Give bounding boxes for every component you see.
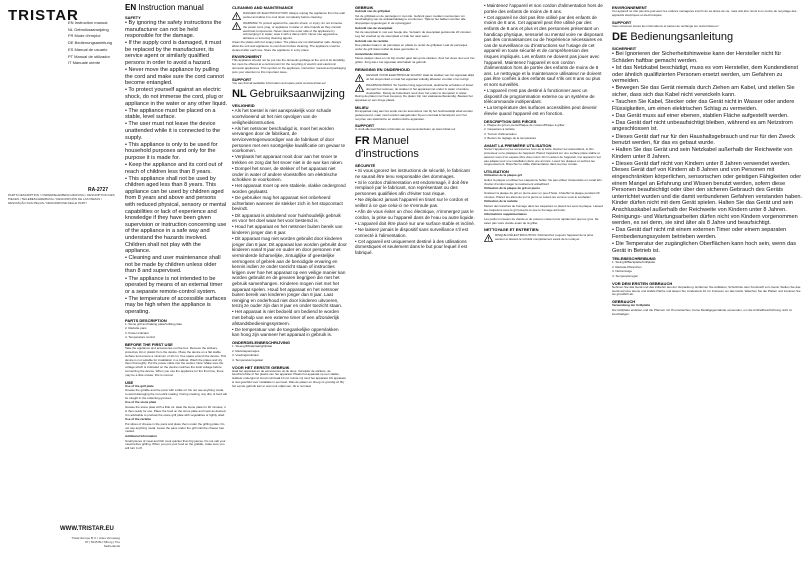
lang-code: EN: [125, 3, 137, 12]
paragraph: [612, 25, 802, 29]
heading: SÉCURITÉ: [355, 163, 376, 169]
tristar-logo: TRISTAR: [8, 7, 79, 24]
cover-column: [0, 0, 120, 575]
safety-item: • Bewegen Sie das Gerät niemals durch Ziehen am Kabel, und stellen Sie sicher, dass sich das Kabel nicht verwickeln kann.: [612, 85, 795, 98]
parts-list: [612, 261, 802, 279]
part-item: 1. Stone grill and baking plate/Grilling plate: [125, 321, 183, 326]
column-fr-de: [612, 3, 802, 571]
toc-item: ES Manual de usuario: [68, 46, 108, 52]
part-item: 4. Temperaturregler: [612, 273, 639, 278]
parts-description-note: PARTS DESCRIPTION / ONDERDELENBESCHRIJVING / DESCRIPTION DES PIECES / TEILEBESCHREIBUNG / DESCRIPCIÓN DE LAS PIEZAS / DESCRIÇÃO DAS PEÇAS / DESCRIZIONE DELLE PARTI: [8, 193, 115, 205]
subheading: Utilisation de la raclette: [484, 199, 518, 204]
paragraph: [355, 128, 475, 132]
subheading: Gebruik van de raclette: [355, 38, 389, 43]
heading: SICHERHEIT: [612, 46, 637, 52]
paragraph: [355, 95, 475, 103]
text: Haal het apparaat en de accessoires uit de doos. Verwijder de stickers, de beschermfolie of het plastic van het apparaat. Plaats het apparaat op een vlakke, stabiele ondergrond. Houd minimaal 10 cm ruimte vrij rond het apparaat. Dit apparaat is niet geschikt voor installatie in een kast. Was de platen en droog ze grondig af. Bij het eerste gebruik kan er wat rook vrijkomen; dit is normaal.: [232, 368, 346, 388]
safety-item: • Si vous ignorez les instructions de sécurité, le fabricant ne saurait être tenu responsable des dommages.: [355, 168, 470, 179]
heading: ONDERDELENBESCHRIJVING: [232, 340, 291, 346]
lang-code: DE: [612, 31, 628, 44]
text: Vet de grillplaat en de pannetjes in met olie. Gebruik geen metalen voorwerpen om beschadiging van de antiaanbaklaag te voorkomen. Tijdens het bakken worden alle druppeltjes opgevangen in de opvanggeul.: [355, 13, 466, 26]
safety-item: • Dit apparaat mag niet worden gebruikt door kinderen jonger dan 8 jaar. Dit apparaat kan worden gebruikt door kinderen vanaf 8 jaar en ouder en door personen met verminderde lichamelijke, zintuiglijke of geestelijke vermogens of gebrek aan de benodigde ervaring en kennis indien ze onder toezicht staan of instructies krijgen over hoe het apparaat op een veilige manier kan worden gebruikt en de gevaren begrijpen die met het gebruik samenhangen. Kinderen mogen niet met het apparaat spelen. Houd het apparaat en het netsnoer buiten bereik van kinderen jonger dan 8 jaar. Laat reiniging en onderhoud niet door kinderen uitvoeren, tenzij ze ouder zijn dan 8 jaar en onder toezicht staan.: [232, 236, 347, 309]
heading: VOR DEM ERSTEN GEBRAUCH: [612, 280, 673, 286]
heading: MILIEU: [355, 104, 369, 110]
toc-item: DE Bedienungsanleitung: [68, 40, 113, 46]
column-nl-fr: [355, 3, 475, 571]
part-item: 4. Bouton de réglage de la température: [484, 136, 537, 141]
heading: CLEANING AND MAINTENANCE: [232, 5, 294, 10]
safety-list: [612, 51, 802, 254]
safety-item: • La température des surfaces accessibles peut devenir élevée quand l'appareil est en fonction.: [484, 105, 597, 117]
safety-item: • Afin de vous éviter un choc électrique, n'immergez pas le cordon, la prise ou l'appareil dans de l'eau ou autre liquide.: [355, 209, 475, 220]
safety-list: [232, 108, 347, 338]
part-item: 3. Power indicator: [125, 330, 150, 335]
safety-item: • Het apparaat moet op een stabiele, vlakke ondergrond worden geplaatst.: [232, 183, 346, 195]
paragraph: [355, 110, 475, 121]
safety-item: • Bei Ignorieren der Sicherheitshinweise kann der Hersteller nicht für Schäden haftbar gemacht werden.: [612, 51, 782, 64]
paragraph: [125, 385, 227, 451]
text: DANGER OF ELECTROCUTION! Always unplug the appliance from the wall socket and allow it to cool down completely before cleaning.: [243, 11, 345, 19]
safety-item: • Dit apparaat is uitsluitend voor huishoudelijk gebruik en voor het doel waar het voor bestemd is.: [232, 212, 341, 224]
lang-code: NL: [232, 88, 247, 101]
text: Nehmen Sie das Gerät und das Zubehör aus der Verpackung. Entfernen Sie Aufkleber, Schutzfolie oder Kunststoff vom Gerät. Stellen Sie das Gerät auf eine ebene und stabile Fläche und lassen Sie mindestens 10 cm Freiraum um das Gerät. Waschen Sie die Platten und trocknen Sie sie gründlich ab.: [612, 284, 801, 297]
heading: SUPPORT: [232, 76, 252, 82]
safety-item: • Dieses Gerät darf nur für den Haushaltsgebrauch und nur für den Zweck benutzt werden, für das es gebaut wurde.: [612, 133, 795, 147]
toc-item: IT Manuale utente: [68, 60, 101, 66]
paragraph: [484, 148, 604, 167]
safety-item: • L'appareil n'est pas destiné à fonctionner avec un dispositif de programmation externe ou un système de télécommande indépendant.: [484, 88, 595, 105]
paragraph: [232, 370, 347, 389]
text: Put slices of cheese in the pans and place them under the grilling plate. Do not use anything metal. Leave the pans under the grill until the cheese has melted.: [125, 421, 225, 434]
safety-item: • De gebruiker mag het apparaat niet onbeheerd achterlaten wanneer de stekker zich in het stopcontact bevindt.: [232, 195, 343, 212]
text: Vet de steenplaat in met een beetje olie. Verwarm de steenplaat gedurende 20 minuten. Leg het voedsel op de steenplaat en bak het naar wens.: [355, 30, 472, 39]
paragraph: [612, 304, 802, 316]
warning-icon: [232, 12, 241, 20]
heading: GEBRUIK: [355, 5, 374, 10]
paragraph: [232, 82, 347, 86]
text: Take the appliance and accessories out the box. Remove the stickers, protective foil or plastic from the device. Place the device on a flat stable surface and ensure a minimum of 10 cm. free space around the device. This device is not suitable for installation in a cabinet. Wash the plates and dry them thoroughly. Put the power cable into the socket. Note: Make sure the voltage which is indicated on the device matches the local voltage before connecting the device. When you use the appliance for the first time, there may be a little smoke; this is normal.: [125, 346, 227, 377]
text: Small pieces of meat and fish cook quicker than big pieces. Do not salt your meat before grilling. When you put your food on the griddle, make sure you will turn it off.: [125, 438, 226, 451]
text: Doe plakken kaas in de pannetjes en plaats ze onder de grillplaat. Laat de pannetjes onder de grill staan totdat de kaas gesmolten is.: [355, 43, 468, 52]
text: Mettez des tranches de fromage dans les caquelons et placez-les sous la plaque. Laissez les caquelons sous le gril jusqu'à ce que le fromage ait fondu.: [484, 203, 604, 212]
paragraph: [232, 41, 347, 52]
safety-item: • Halten Sie das Gerät und sein Netzkabel außerhalb der Reichweite von Kindern unter 8 Jahren.: [612, 147, 793, 160]
text: Grease the griddle and the pans with a little oil. Do not use anything metal, to avoid damaging the non-stick coating. During cooking, any drip of food will be caught in the collecting grooves.: [125, 388, 227, 400]
lang-title: Manuel d'instructions: [355, 135, 419, 161]
subheading: Gebruik van de grillplaat: [355, 9, 391, 13]
safety-item: • Ne déplacez jamais l'appareil en tirant sur le cordon et veillez à ce que celui-ci ne s'enroule pas.: [355, 197, 469, 208]
lang-code: FR: [355, 135, 370, 148]
parts-list: [125, 323, 227, 341]
subheading: Utilisation de la plaque de gril en pierre: [484, 186, 541, 191]
safety-item: • The appliance must be placed on a stable, level surface.: [125, 107, 216, 121]
heading: AVANT LA PREMIÈRE UTILISATION: [484, 143, 552, 149]
text: WAARSCHUWING! Ter bescherming tegen brand, elektrische schokken of letsel: dompel het netsnoer, de stekker of het apparaat niet onder in water of andere vloeistoffen. Reinig de buitenkant nooit door het onder te dompelen in water.: [366, 82, 474, 95]
language-index: [68, 20, 120, 67]
column-en-nl: [232, 3, 347, 571]
safety-item: • Als het toestel is niet aansprakelijk voor schade voortvloeiend uit het niet opvolgen van de veiligheidsinstructies.: [232, 108, 332, 125]
safety-item: • Keep the appliance and its cord out of reach of children less than 8 years.: [125, 161, 223, 175]
text: Kleine stukjes vlees en vis zijn sneller gaar dan grote stukken. Zout het vlees niet voor het grillen. Zorg dat u het apparaat uitschakelt na gebruik.: [355, 56, 475, 65]
part-item: 1. Plaque de gril en pierre/Plaque de cuisson/Plaque à griller: [484, 122, 565, 127]
heading: VOOR HET EERSTE GEBRUIK: [232, 364, 290, 370]
subheading: Use of the stone plate: [125, 400, 157, 405]
text: Cet appareil ne doit pas être jeté avec les ordures ménagères à la fin de sa durée de vie, mais doit être remis à un centre de recyclage des appareils électriques et électroniques.: [612, 9, 797, 17]
warning-icon: [484, 234, 493, 242]
text: Dit apparaat mag aan het einde van de levensduur niet bij het huishoudelijk afval worden gedeponeerd, maar moet worden aangeboden bij een centraal inzamelpunt voor het recyclen van elektrische en elektronische apparaten.: [355, 108, 473, 121]
text: Huilez la plaque et utilisez les caquelons huilés. Ne pas utiliser d'ustensiles en métal afin d'éviter d'endommager le revêtement antiadhésif.: [484, 177, 602, 186]
heading: BEFORE THE FIRST USE: [125, 342, 173, 348]
heading: GEBRAUCH: [612, 299, 636, 305]
toc-item: EN Instruction manual: [68, 20, 108, 25]
heading: SAFETY: [125, 15, 141, 20]
safety-item: • By ignoring the safety instructions the manufacturer can not be held responsible for the damage.: [125, 20, 222, 40]
safety-list: [355, 168, 475, 255]
part-item: 1. Steengrill/bakplaat/grillplaat: [232, 344, 273, 349]
subheading: Gebruik van de steenplaat: [355, 25, 393, 30]
safety-item: • Houd het apparaat en het netsnoer buiten bereik van kinderen jonger dan 8 jaar.: [232, 224, 343, 235]
safety-item: • Dompel het snoer, de stekker of het apparaat niet onder in water of andere vloeistoffen om elektrische schokken te voorkomen.: [232, 166, 338, 183]
subheading: Utilisation de la plaque gril: [484, 173, 523, 178]
heading: UTILISATION: [484, 169, 509, 175]
paragraph: [612, 286, 802, 297]
safety-item: • Cet appareil ne doit pas être utilisé par des enfants de moins de 8 ans. Cet appareil peut être utilisé par des enfants de 8 ans et plus et des personnes présentant un handicap physique, sensoriel ou mental voire ne disposant pas des connaissances ou de l'expérience nécessaires en cas de surveillance ou d'instructions sur l'usage de cet appareil en toute sécurité et de compréhension des risques impliqués. Les enfants ne doivent pas jouer avec l'appareil. Maintenez l'appareil et son cordon d'alimentation hors de portée des enfants de moins de 8 ans. Le nettoyage et la maintenance utilisateur ne doivent pas être confiés à des enfants sauf s'ils ont 8 ans ou plus et sont surveillés.: [484, 14, 604, 87]
text: Vous retrouvez toutes les informations et pièces de rechange sur www.tristar.eu !: [612, 23, 720, 28]
warning-block: [484, 234, 604, 242]
toc-item: PT Manual de utilizador: [68, 53, 110, 59]
parts-list: [232, 345, 347, 363]
heading: NETTOYAGE ET ENTRETIEN: [484, 227, 539, 233]
text: Clean the plates with hot soapy water. The plates are not dishwasher safe. Always allow the unit and appliance to cool down before cleaning. The appliance must be cleaned after each use. Store the appliance in a dry place.: [232, 39, 342, 52]
safety-item: • The temperature of accessible surfaces may be high when the appliance is operating.: [125, 295, 227, 316]
safety-item: • Si le cordon d'alimentation est endommagé, il doit être remplacé par le fabricant, son représentant ou des personnes qualifiées afin d'éviter tout risque.: [355, 179, 469, 197]
safety-item: • Ist das Netzkabel beschädigt, muss es vom Hersteller, dem Kundendienst oder ähnlich qualifizierten Personen ersetzt werden, um Gefahren zu vermeiden.: [612, 65, 799, 85]
text: This appliance should not be put into the domestic garbage at the end of its durability, but must be offered at a central point for the recycling of electric and electronic domestic appliances. This symbol on the appliance, instruction manual and packaging puts your attention to this important issue.: [232, 58, 347, 74]
subheading: Informations supplémentaires: [484, 212, 527, 217]
text: U vindt alle beschikbare informatie en reserveonderdelen op www.tristar.eu!: [355, 127, 456, 132]
heading: REINIGING EN ONDERHOUD: [355, 66, 410, 72]
safety-item: • To protect yourself against an electric shock, do not immerse the cord, plug or appliance in the water or any other liquid.: [125, 87, 227, 107]
safety-item: • This appliance is only to be used for household purposes and only for the purpose it is made for.: [125, 141, 218, 161]
subheading: Additional information: [125, 433, 157, 438]
paragraph: [612, 10, 802, 18]
text: GEVAAR VOOR ELEKTRISCHE SCHOK! Haal de stekker van het apparaat altijd uit het stopcontact en laat het apparaat volledig afkoelen voordat u het reinigt.: [366, 72, 474, 81]
part-item: 2. Raclettepannetjes: [232, 348, 260, 353]
heading: USE: [125, 379, 134, 385]
safety-item: • Das Gerät darf nicht unbeaufsichtigt bleiben, während es am Netzstrom angeschlossen ist.: [612, 119, 793, 133]
safety-item: • De temperatuur van de toegankelijke oppervlakken kan hoog zijn wanneer het apparaat in gebruik is.: [232, 326, 339, 338]
section-title-nl: [232, 88, 347, 101]
paragraph: [232, 59, 347, 74]
subheading: Verwendung der Grillplatte: [612, 303, 651, 308]
heading: DESCRIPTION DES PIÈCES: [484, 118, 537, 124]
part-item: 1. Steingrill/Backplatte/Grillplatte: [612, 260, 656, 265]
safety-item: • Cet appareil est uniquement destiné à des utilisations domestiques et seulement dans le but pour lequel il est fabriqué.: [355, 238, 468, 255]
parts-list: [484, 124, 604, 142]
safety-item: • Maintenez l'appareil et son cordon d'alimentation hors de portée des enfants de moins de 8 ans.: [484, 3, 603, 14]
column-en: [125, 3, 227, 571]
section-title-de: [612, 31, 802, 44]
heading: ENVIRONMENT: [232, 54, 262, 60]
subheading: Aanvullende informatie: [355, 51, 389, 56]
part-item: 4. Temperatuurregelaar: [232, 357, 264, 362]
section-title-en: [125, 3, 227, 13]
safety-item: • Als het netsnoer beschadigd is, moet het worden vervangen door de fabrikant, de servicevertegenwoordiger van de fabrikant of door personen met een soortgelijke kwalificatie om gevaar te voorkomen.: [232, 125, 346, 154]
text: RISQUE D'ÉLECTROCUTION ! Débranchez toujours l'appareil de la prise secteur et laissez-le refroidir complètement avant de le nettoyer.: [495, 233, 594, 242]
lang-title: Instruction manual: [138, 3, 204, 12]
safety-item: • Het apparaat is niet bedoeld om bediend te worden met behulp van een externe timer of een afzonderlijk afstandsbedieningssysteem.: [232, 309, 340, 326]
warning-icon: [232, 22, 241, 30]
text: You can find all available information and spare parts at www.tristar.eu!: [232, 80, 326, 85]
safety-item: • Never move the appliance by pulling the cord and make sure the cord cannot become entangled.: [125, 67, 224, 87]
part-item: 3. Voedingsindicator: [232, 353, 260, 358]
safety-item: • The appliance is not intended to be operated by means of an external timer or a separate remote-control system.: [125, 275, 223, 295]
paragraph: [484, 174, 604, 225]
heading: VEILIGHEID: [232, 103, 255, 109]
text: Sortez l'appareil et les accessoires hors de la boîte. Retirez les autocollants, le film protecteur ou le plastique de l'appareil. Placez l'appareil sur une surface plane stable et assurez-vous d'un espace libre d'au moins 10 cm autour de l'appareil. Cet appareil n'est pas adapté pour une installation dans une armoire. Lavez les plaques et séchez-les soigneusement. Branchez le câble d'alimentation dans la prise murale.: [484, 147, 601, 167]
lang-title: Bedienungsanleitung: [630, 31, 734, 44]
safety-item: • Cleaning and user maintenance shall not be made by children unless older than 8 and supervised.: [125, 255, 221, 275]
text: Reinig de platen met heet zeepsop. De platen zijn niet vaatwasserbestendig. Bewaar het apparaat op een droge plaats.: [355, 94, 473, 103]
warning-icon: [355, 84, 364, 92]
safety-item: • Verplaats het apparaat nooit door aan het snoer te trekken en zorg dat het snoer niet in de war kan raken.: [232, 154, 344, 165]
section-title-fr: [355, 135, 475, 161]
heading: ENVIRONNEMENT: [612, 5, 648, 10]
warning-block: [232, 12, 347, 20]
text: WARNING! To protect against fire, electric shock, or injury: do not immerse the power cord, plug, or appliance in water or other liquids as they contain electrical components. Never clean the outer side of the appliance by submerging it in water; wipe it with a damp cloth. Never use aggressive, abrasive or scouring cleaning agents.: [243, 21, 343, 41]
brand-url: WWW.TRISTAR.EU: [60, 526, 114, 532]
subheading: Use of the raclette: [125, 417, 152, 422]
safety-item: • Das Gerät muss auf einer ebenen, stabilen Fläche aufgestellt werden.: [612, 112, 789, 119]
text: Grease the stone plate with a little oil. Heat the stone plate for 20 minutes; it is then ready for use. Place the food on the stone plate and cook as desired. It is advisable to preheat the stone grill plate with vegetables or lightly oiled.: [125, 404, 227, 417]
safety-item: • The user must not leave the device unattended while it is connected to the supply.: [125, 121, 221, 141]
paragraph: [125, 347, 227, 377]
text: Graissez la plaque de gril en pierre avec un peu d'huile. Chauffez la plaque pendant 20 minutes. Placez les aliments sur la pierre et cuisez-les comme vous le souhaitez.: [484, 190, 600, 199]
safety-item: • L'appareil doit être placé sur une surface stable et incliné.: [355, 220, 475, 226]
text: Die Grillplatte einfetten und die Pfannen mit Öl einstreichen. Keine Metallgegenstände verwenden, um die Antihaftbeschichtung nicht zu beschädigen.: [612, 307, 793, 316]
column-fr: [484, 3, 604, 571]
part-item: 3. Témoin d'alimentation: [484, 131, 517, 136]
warning-icon: [355, 74, 364, 82]
warning-block: [355, 74, 475, 82]
safety-list: [484, 3, 604, 117]
lang-title: Gebruiksaanwijzing: [249, 88, 345, 101]
model-number: RA-2727: [88, 187, 109, 193]
safety-item: • Dieses Gerät darf nicht von Kindern unter 8 Jahren verwendet werden. Dieses Gerät darf von Kindern ab 8 Jahren und von Personen mit eingeschränkten körperlichen, sensorischen oder geistigen Fähigkeiten oder einem Mangel an Erfahrung und Wissen benutzt werden, sofern diese Personen beaufsichtigt oder über den sicheren Gebrauch des Geräts unterrichtet wurden und die damit verbundenen Gefahren verstanden haben. Kinder dürfen nicht mit dem Gerät spielen. Halten Sie das Gerät und sein Anschlusskabel außerhalb der Reichweite von Kindern unter 8 Jahren. Reinigungs- und Wartungsarbeiten dürfen nicht von Kindern vorgenommen werden, es sei denn, sie sind älter als 8 Jahre und beaufsichtigt.: [612, 160, 802, 227]
safety-item: • If the supply cord is damaged, it must be replaced by the manufacturer, its service agent or similarly qualified persons in order to avoid a hazard.: [125, 40, 222, 67]
safety-list: [125, 20, 227, 316]
toc-item: FR Mode d'emploi: [68, 33, 101, 39]
part-item: 4. Temperature control: [125, 335, 155, 340]
safety-item: • Ne laissez jamais le dispositif sans surveillance s'il est connecté à l'alimentation.: [355, 227, 469, 238]
paragraph: [355, 10, 475, 65]
text: Les petits morceaux de viande et de poisson cuisent plus rapidement que les gros. Ne salez pas votre viande avant de la griller.: [484, 216, 599, 225]
toc-item: NL Gebruiksaanwijzing: [68, 26, 109, 32]
safety-item: • Die Temperatur der zugänglichen Oberflächen kann hoch sein, wenn das Gerät in Betrieb ist.: [612, 241, 797, 254]
part-item: 2. Raclette pans: [125, 326, 147, 331]
part-item: 2. Raclette-Pfännchen: [612, 264, 642, 269]
heading: SUPPORT: [355, 123, 375, 129]
part-item: 3. Netzanzeige: [612, 269, 633, 274]
safety-item: • Das Gerät darf nicht mit einem externen Timer oder einem separaten Fernbedienungssystem betrieben werden.: [612, 227, 787, 240]
part-item: 2. Caquelons à raclette: [484, 127, 515, 132]
heading: PARTS DESCRIPTION: [125, 317, 167, 323]
brand-address: Tristar Europe B.V. | Jules Verneweg 87 | 5015 BH Tilburg | The Netherlands: [71, 536, 120, 548]
subheading: Use of the grill plate: [125, 383, 154, 388]
heading: TEILEBESCHREIBUNG: [612, 256, 656, 262]
heading: SUPPORT: [612, 19, 632, 25]
safety-item: • This appliance shall not be used by children aged less than 8 years. This appliance can be used by children aged from 8 years and above and persons with reduced physical, sensory or mental capabilities or lack of experience and knowledge if they have been given supervision or instruction concerning use of the appliance in a safe way and understand the hazards involved. Children shall not play with the appliance.: [125, 175, 227, 255]
warning-block: [232, 22, 347, 41]
safety-item: • Tauchen Sie Kabel, Stecker oder das Gerät nicht in Wasser oder andere Flüssigkeiten, um einen elektrischen Schlag zu vermeiden.: [612, 99, 795, 112]
